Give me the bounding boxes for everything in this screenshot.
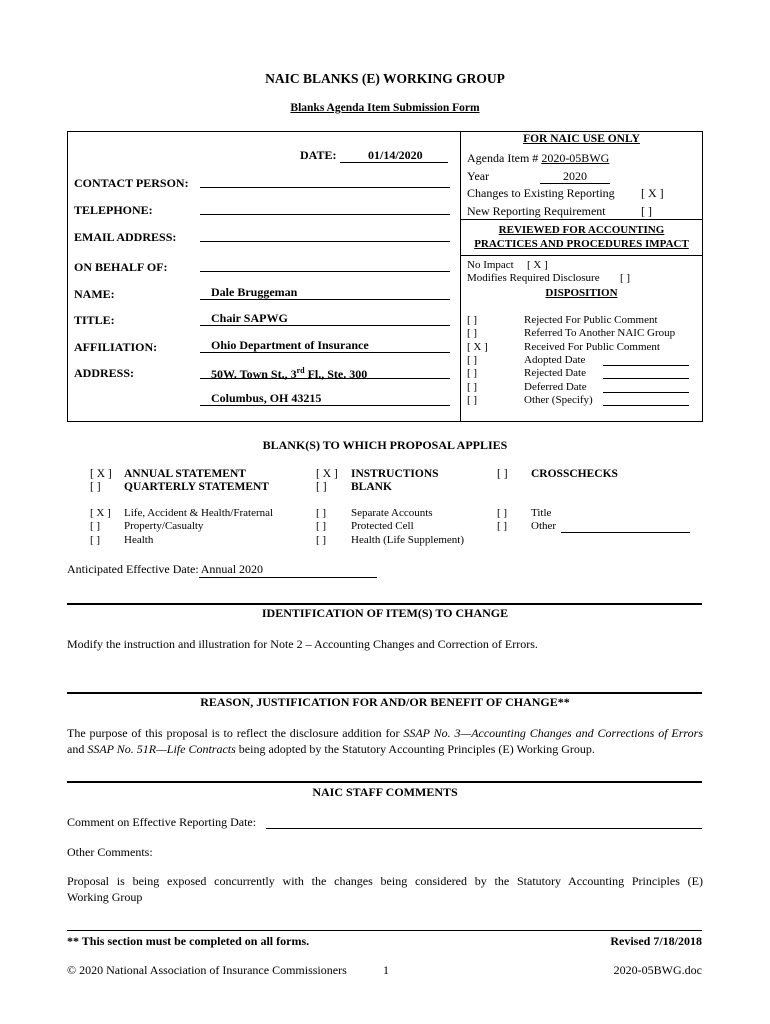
blank-option-label: BLANK	[351, 481, 392, 493]
modifies-checkbox[interactable]: [ ]	[620, 272, 631, 284]
address-line1-pre: 50W. Town St., 3	[211, 367, 297, 381]
blank-checkbox[interactable]: [ ]	[316, 481, 327, 493]
effective-comment-field[interactable]	[266, 828, 702, 829]
email-field[interactable]	[200, 241, 450, 242]
disposition-label: Deferred Date	[524, 380, 587, 393]
blank-option-label: Other	[531, 520, 557, 532]
affiliation-field[interactable]: Ohio Department of Insurance	[200, 338, 450, 353]
blank-option-label: ANNUAL STATEMENT	[124, 468, 246, 480]
other-comments-label: Other Comments:	[67, 845, 153, 859]
blank-option-label: Life, Accident & Health/Fraternal	[124, 507, 274, 519]
telephone-label: TELEPHONE:	[74, 203, 153, 217]
reason-i1: SSAP No. 3—Accounting Changes and Corrections of	[403, 726, 668, 740]
disposition-checkbox[interactable]: [ ]	[467, 327, 478, 340]
title-field[interactable]: Chair SAPWG	[200, 311, 450, 326]
behalf-field[interactable]	[200, 271, 450, 272]
agenda-label: Agenda Item #	[467, 151, 542, 165]
affiliation-label: AFFILIATION:	[74, 340, 158, 354]
agenda-item	[467, 151, 609, 166]
changes-label: Changes to Existing Reporting	[467, 186, 615, 200]
blank-checkbox[interactable]: [ X ]	[90, 507, 111, 519]
section-rule	[67, 603, 702, 605]
blanks-heading: BLANK(S) TO WHICH PROPOSAL APPLIES	[262, 438, 508, 452]
blank-checkbox[interactable]: [ ]	[316, 520, 327, 532]
revised-date: Revised 7/18/2018	[610, 934, 702, 948]
year-value: 2020	[540, 169, 610, 184]
blank-option-label: Health	[124, 534, 154, 546]
disposition-label: Received For Public Comment	[524, 340, 660, 353]
section-rule	[67, 692, 702, 694]
proposal-line2: Working Group	[67, 890, 143, 904]
disposition-checkbox[interactable]: [ ]	[467, 353, 478, 366]
proposal-line1: Proposal is being exposed concurrently with the changes being considered by the Statutory Accounting Principles (E)	[67, 874, 703, 888]
blank-checkbox[interactable]: [ X ]	[316, 468, 338, 480]
address-line1-sup: rd	[296, 366, 305, 375]
staff-heading: NAIC STAFF COMMENTS	[312, 785, 458, 799]
year-label: Year	[467, 169, 490, 183]
reason-t3: being adopted by the Statutory Accounting Principles (E) Working Group.	[235, 742, 595, 756]
section-rule	[67, 781, 702, 783]
title-label: TITLE:	[74, 313, 115, 327]
address-line1-post: Fl., Ste. 300	[304, 367, 368, 381]
telephone-field[interactable]	[200, 214, 450, 215]
form-subtitle: Blanks Agenda Item Submission Form	[290, 102, 480, 114]
blank-checkbox[interactable]: [ ]	[497, 520, 508, 532]
name-label: NAME:	[74, 287, 115, 301]
date-label: DATE:	[300, 148, 337, 162]
disposition-label: Rejected Date	[524, 367, 586, 380]
disposition-label: Referred To Another NAIC Group	[524, 327, 676, 340]
blank-option-label: Health (Life Supplement)	[351, 534, 465, 546]
contact-field[interactable]	[200, 187, 450, 188]
contact-label: CONTACT PERSON:	[74, 176, 189, 190]
effective-label: Anticipated Effective Date:	[67, 562, 199, 576]
disposition-checkbox[interactable]: [ ]	[467, 393, 478, 406]
blank-option-label: CROSSCHECKS	[531, 468, 618, 480]
blank-checkbox[interactable]: [ ]	[497, 468, 508, 480]
blank-checkbox[interactable]: [ ]	[316, 534, 327, 546]
blank-checkbox[interactable]: [ ]	[90, 481, 101, 493]
new-requirement-checkbox[interactable]: [ ]	[641, 204, 652, 218]
reason-text	[67, 725, 703, 757]
reason-heading: REASON, JUSTIFICATION FOR AND/OR BENEFIT OF CHANGE**	[200, 695, 570, 709]
footer-rule	[67, 930, 702, 931]
form-title: NAIC BLANKS (E) WORKING GROUP	[265, 71, 505, 86]
disposition-checkbox[interactable]: [ ]	[467, 367, 478, 380]
reason-i1b: Errors	[671, 726, 703, 740]
name-field[interactable]: Dale Bruggeman	[200, 285, 450, 300]
identification-heading: IDENTIFICATION OF ITEM(S) TO CHANGE	[261, 606, 509, 620]
disposition-heading: DISPOSITION	[545, 287, 618, 299]
blank-checkbox[interactable]: [ ]	[497, 507, 508, 519]
blank-checkbox[interactable]: [ X ]	[90, 468, 112, 480]
reason-i2: SSAP No. 51R—Life Contracts	[87, 742, 236, 756]
effective-date	[67, 562, 377, 578]
reason-t1: The purpose of this proposal is to reflect the disclosure addition for	[67, 726, 404, 740]
blank-checkbox[interactable]: [ ]	[90, 520, 101, 532]
disposition-checkbox[interactable]: [ ]	[467, 314, 478, 326]
modifies-label: Modifies Required Disclosure	[467, 272, 600, 284]
address-line1-field[interactable]	[200, 364, 450, 379]
disposition-label: Adopted Date	[524, 353, 586, 366]
disposition-date-field[interactable]	[603, 365, 689, 366]
date-field[interactable]: 01/14/2020	[340, 148, 448, 163]
email-label: EMAIL ADDRESS:	[74, 230, 177, 244]
agenda-value: 2020-05BWG	[541, 151, 610, 165]
disposition-date-field[interactable]	[603, 392, 689, 393]
disposition-date-field[interactable]	[603, 378, 689, 379]
blank-checkbox[interactable]: [ ]	[316, 507, 327, 519]
blank-checkbox[interactable]: [ ]	[90, 534, 101, 546]
blank-option-label: INSTRUCTIONS	[351, 468, 439, 480]
disposition-label: Rejected For Public Comment	[524, 314, 658, 326]
naic-divider-1	[460, 219, 703, 220]
effective-value[interactable]: Annual 2020	[199, 562, 377, 578]
address-line2-field[interactable]: Columbus, OH 43215	[200, 391, 450, 406]
disposition-checkbox[interactable]: [ X ]	[467, 340, 488, 353]
effective-comment-label: Comment on Effective Reporting Date:	[67, 815, 257, 829]
blank-option-label: Protected Cell	[351, 520, 414, 532]
new-requirement-label: New Reporting Requirement	[467, 204, 606, 218]
page-number: 1	[383, 963, 389, 977]
reviewed-line2: PRACTICES AND PROCEDURES IMPACT	[474, 238, 689, 250]
no-impact-label: No Impact	[467, 259, 514, 271]
footer-note: ** This section must be completed on all forms.	[67, 934, 310, 948]
box-divider	[460, 131, 461, 422]
behalf-label: ON BEHALF OF:	[74, 260, 168, 274]
no-impact-checkbox[interactable]: [ X ]	[527, 259, 548, 271]
disposition-date-field[interactable]	[603, 405, 689, 406]
changes-checkbox[interactable]: [ X ]	[641, 186, 664, 200]
disposition-checkbox[interactable]: [ ]	[467, 380, 478, 393]
other-specify-field[interactable]	[561, 532, 690, 533]
disposition-label: Other (Specify)	[524, 393, 593, 406]
identification-text: Modify the instruction and illustration for Note 2 – Accounting Changes and Correction of Errors.	[67, 637, 538, 651]
blank-option-label: Separate Accounts	[351, 507, 433, 519]
reason-t2: and	[67, 742, 88, 756]
reviewed-line1: REVIEWED FOR ACCOUNTING	[498, 224, 665, 236]
address-label: ADDRESS:	[74, 366, 135, 380]
file-name: 2020-05BWG.doc	[613, 963, 702, 977]
blank-option-label: QUARTERLY STATEMENT	[124, 481, 269, 493]
blank-option-label: Property/Casualty	[124, 520, 204, 532]
blank-option-label: Title	[531, 507, 552, 519]
naic-divider-2	[460, 255, 703, 256]
copyright: © 2020 National Association of Insurance Commissioners	[67, 963, 347, 977]
naic-use-heading: FOR NAIC USE ONLY	[523, 133, 640, 145]
